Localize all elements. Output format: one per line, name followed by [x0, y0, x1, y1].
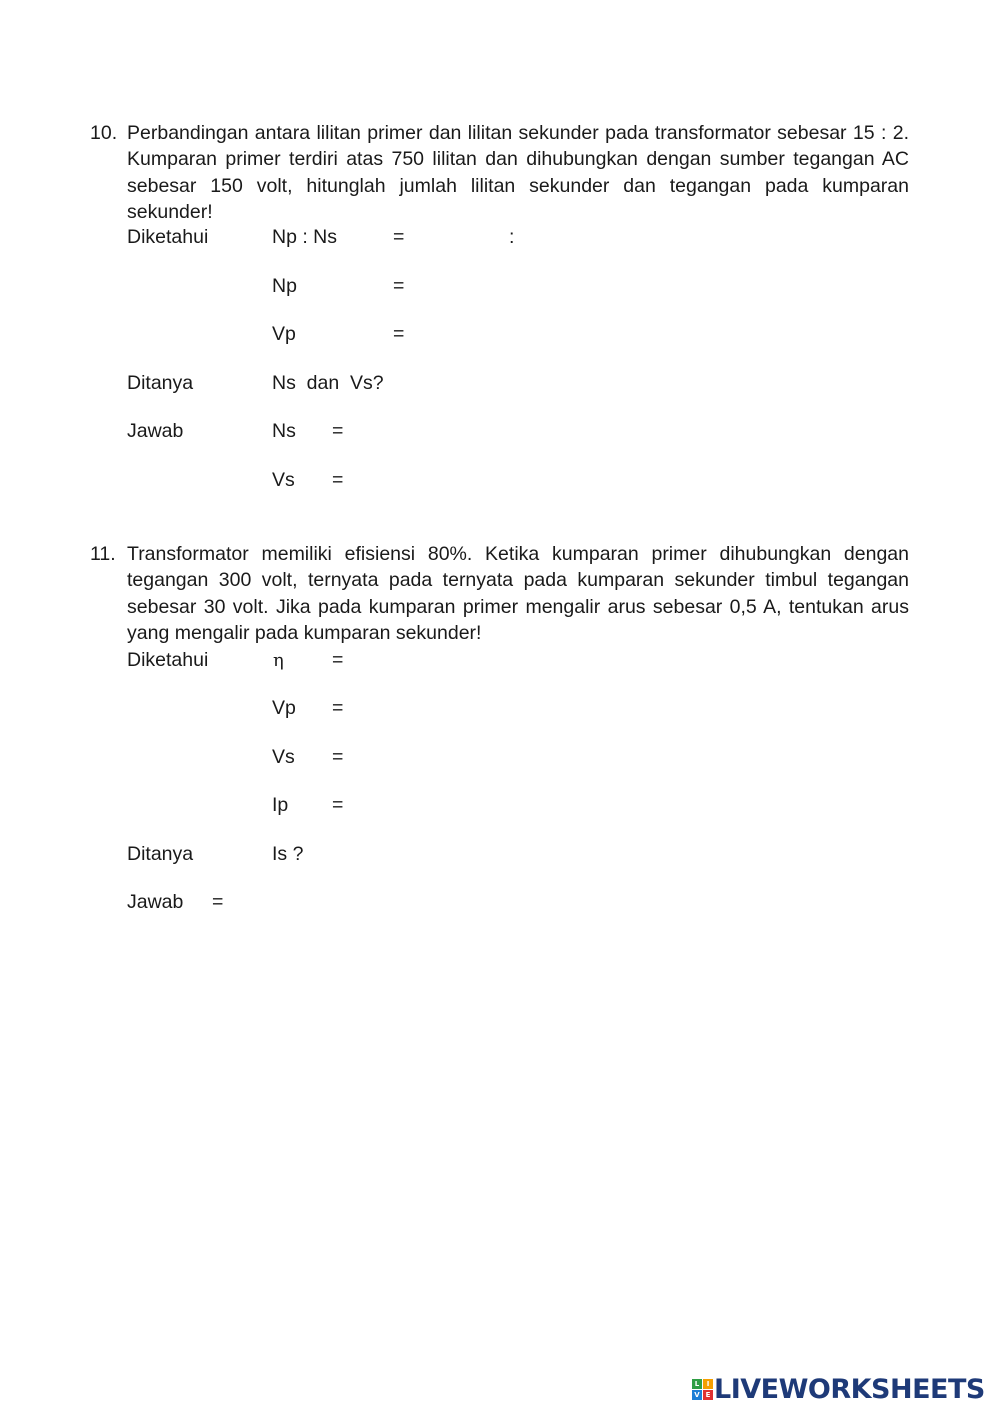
q10-np-equals: =: [393, 275, 405, 297]
q11-vp-label: Vp: [272, 697, 296, 719]
q11-vp-equals: =: [332, 697, 344, 719]
logo-block-v: V: [692, 1390, 702, 1400]
question-number-11: 11.: [90, 543, 116, 565]
q10-ratio-colon: :: [509, 226, 515, 248]
q10-diketahui-label: Diketahui: [127, 226, 209, 248]
q11-ip-label: Ip: [272, 794, 289, 816]
q11-vs-equals: =: [332, 746, 344, 768]
q11-eta-equals: =: [332, 649, 344, 671]
question-number-10: 10.: [90, 122, 118, 144]
q10-vp-label: Vp: [272, 323, 296, 345]
q11-ditanya-label: Ditanya: [127, 843, 194, 865]
q10-vp-equals: =: [393, 323, 405, 345]
q11-vs-label: Vs: [272, 746, 295, 768]
q11-jawab-label: Jawab: [127, 891, 184, 913]
q10-np-ns-equals: =: [393, 226, 405, 248]
q10-ditanya-label: Ditanya: [127, 372, 194, 394]
logo-text: LIVEWORKSHEETS: [714, 1374, 985, 1405]
q11-eta-label: η: [273, 650, 284, 671]
logo-blocks-icon: [692, 1379, 714, 1401]
q10-np-label: Np: [272, 275, 297, 297]
q10-ns-label: Ns: [272, 420, 296, 442]
q11-ditanya-value: Is ?: [272, 843, 304, 865]
question-text-11: Transformator memiliki efisiensi 80%. Ketika kumparan primer dihubungkan dengan tegangan 300 volt, ternyata pada ternyata pada kumparan sekunder timbul tegangan sebesar 30 volt. Jika pada kumparan primer mengalir arus sebesar 0,5 A, tentukan arus yang mengalir pada kumparan sekunder!: [127, 543, 909, 644]
logo-block-e: E: [703, 1390, 713, 1400]
q11-diketahui-label: Diketahui: [127, 649, 209, 671]
logo-block-l: L: [692, 1379, 702, 1389]
logo-block-i: I: [703, 1379, 713, 1389]
q10-jawab-label: Jawab: [127, 420, 184, 442]
liveworksheets-logo[interactable]: [692, 1373, 992, 1409]
question-text-10: Perbandingan antara lilitan primer dan lilitan sekunder pada transformator sebesar 15 : 2. Kumparan primer terdiri atas 750 lilitan dan dihubungkan dengan sumber tegangan AC sebesar 150 volt, hitunglah jumlah lilitan sekunder dan tegangan pada kumparan sekunder!: [127, 122, 909, 223]
q11-jawab-equals: =: [212, 891, 224, 913]
q10-ns-equals: =: [332, 420, 344, 442]
q11-ip-equals: =: [332, 794, 344, 816]
q10-vs-label: Vs: [272, 469, 295, 491]
q10-vs-equals: =: [332, 469, 344, 491]
q10-ditanya-value: Ns dan Vs?: [272, 372, 384, 394]
q10-np-ns-label: Np : Ns: [272, 226, 338, 248]
